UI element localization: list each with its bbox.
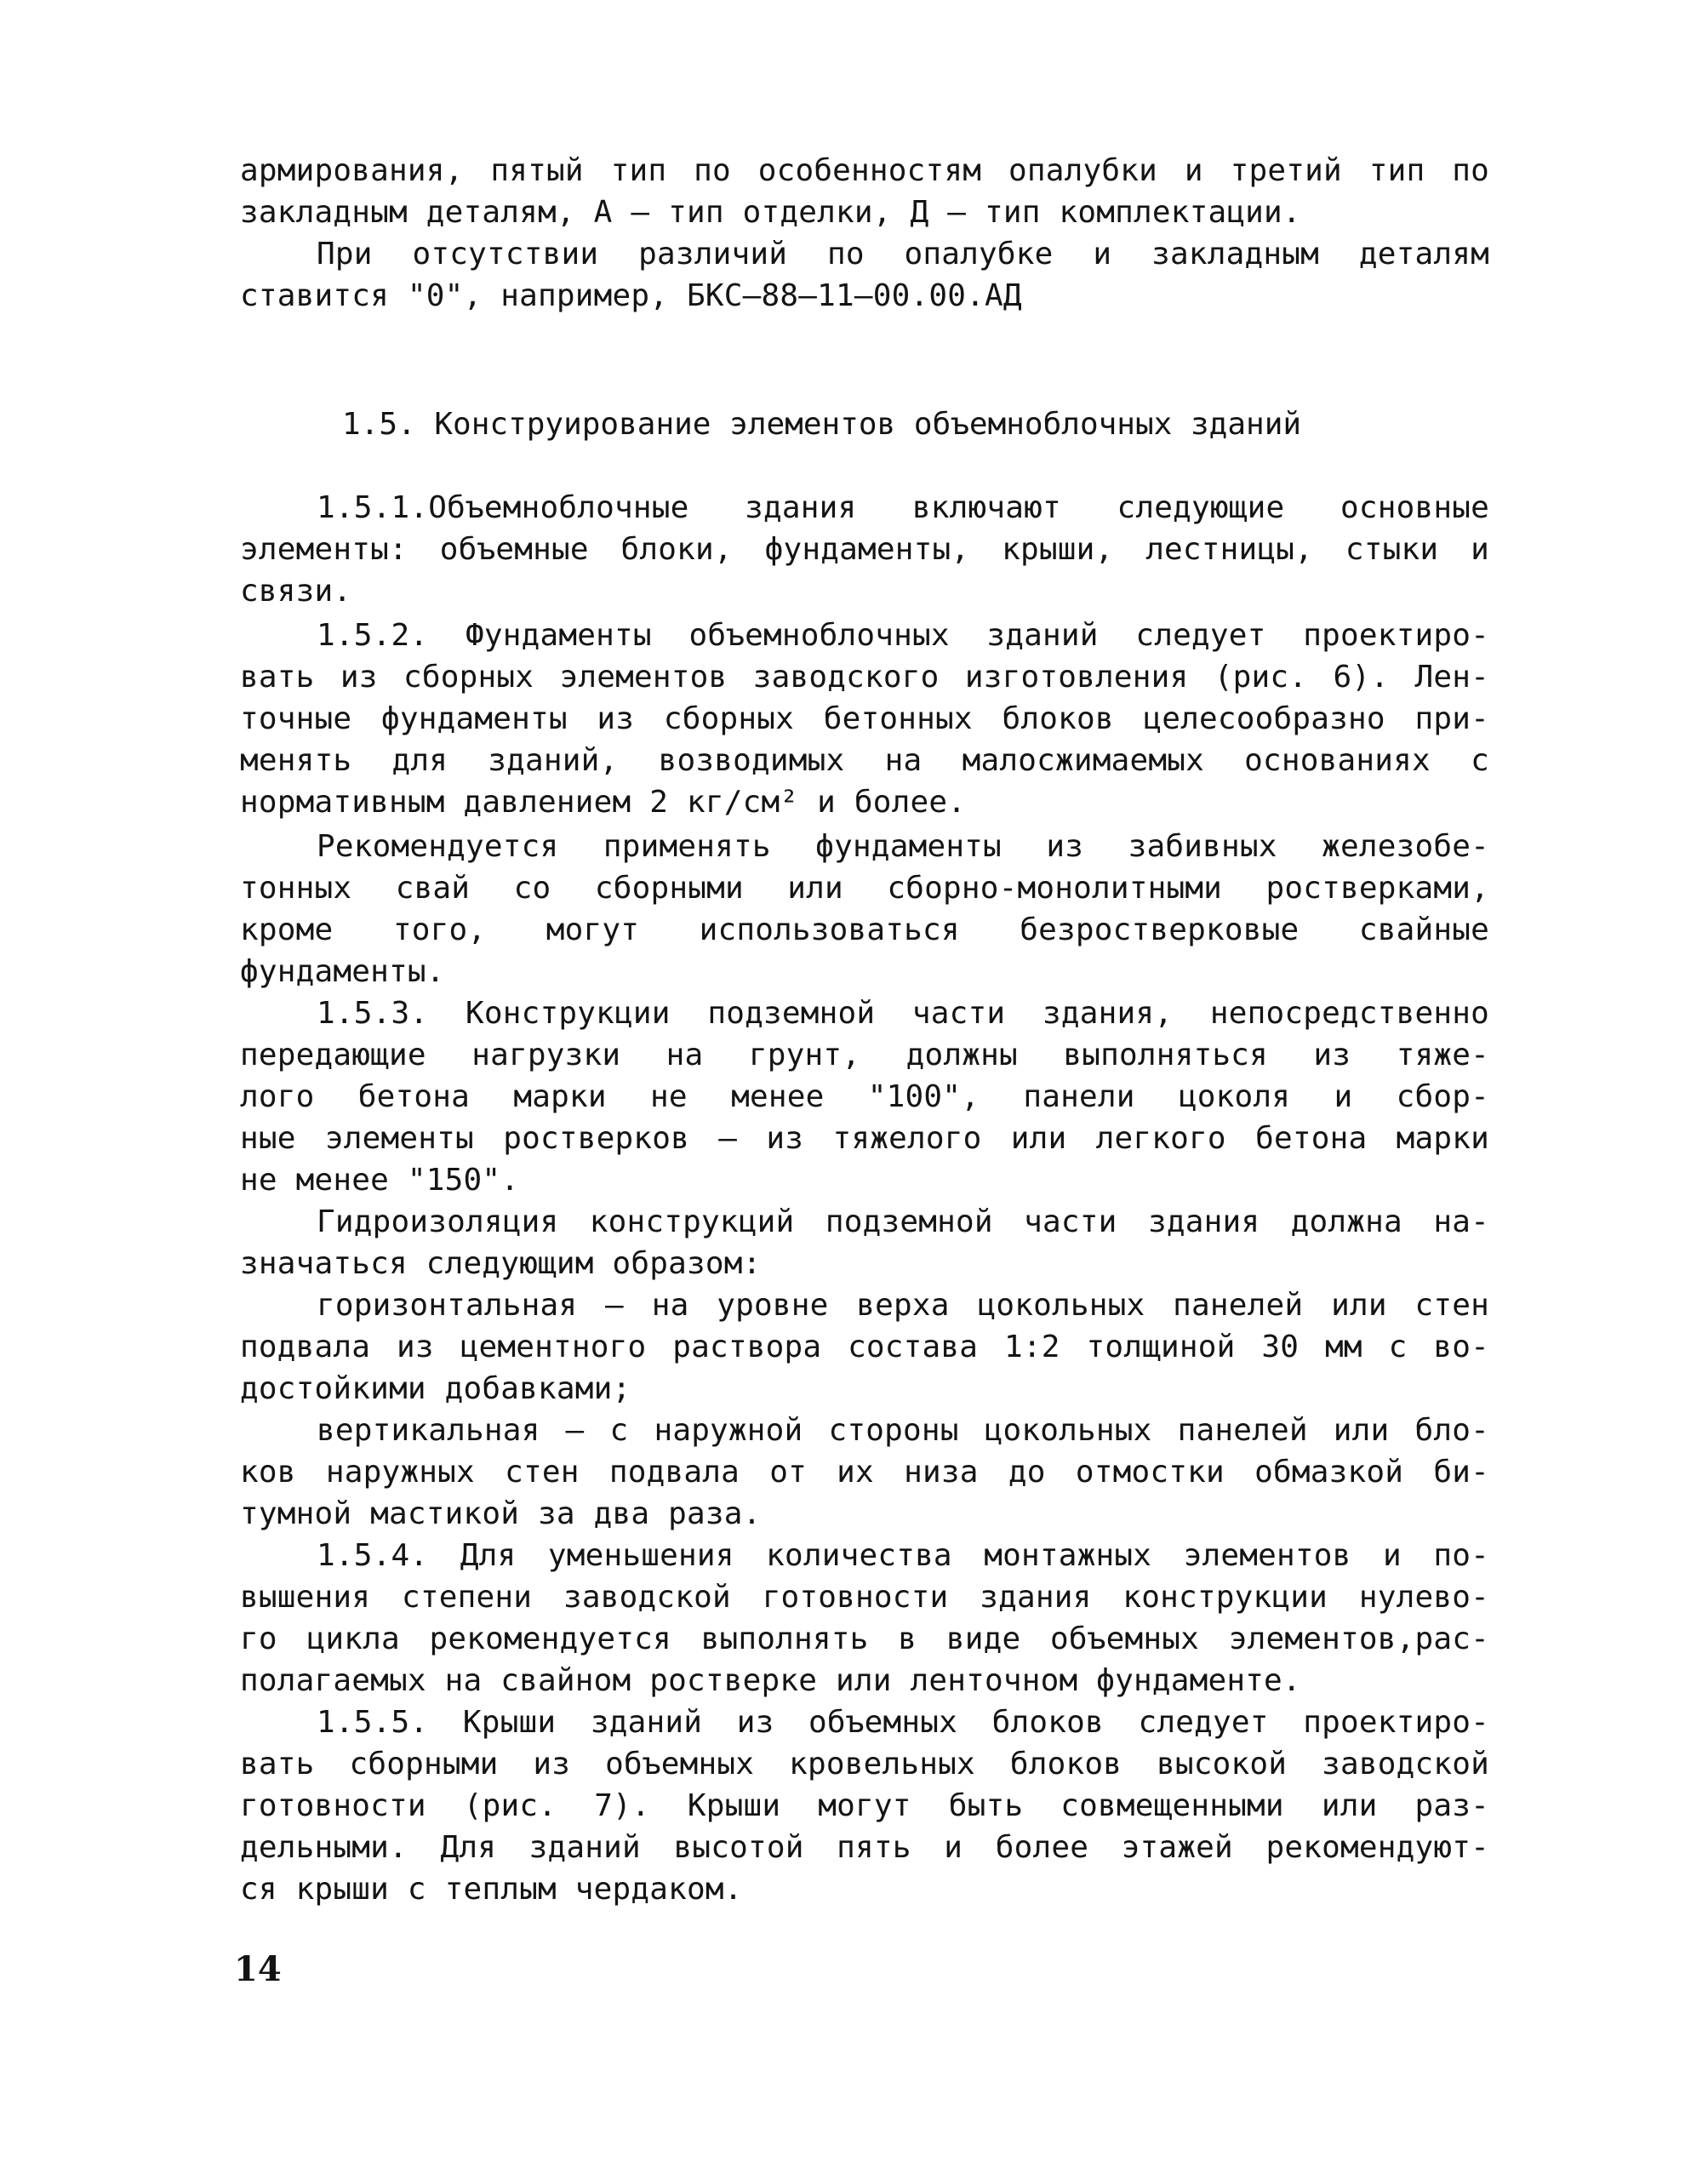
text-line: фундаменты.: [240, 954, 445, 989]
text-line: достойкими добавками;: [240, 1371, 631, 1406]
text-line: вышения степени заводской готовности здания конструкции нулево-: [240, 1580, 1489, 1615]
text-line: тумной мастикой за два раза.: [240, 1496, 762, 1531]
text-line: закладным деталям, А – тип отделки, Д – тип комплектации.: [240, 195, 1301, 230]
text-line: менять для зданий, возводимых на малосжимаемых основаниях с: [240, 743, 1489, 778]
text-line: вертикальная – с наружной стороны цокольных панелей или бло-: [317, 1413, 1489, 1448]
text-line: связи.: [240, 574, 352, 609]
section-heading: 1.5. Конструирование элементов объемноблочных зданий: [342, 407, 1302, 442]
text-line: передающие нагрузки на грунт, должны выполняться из тяже-: [240, 1038, 1489, 1072]
text-line: 1.5.5. Крыши зданий из объемных блоков следует проектиро-: [317, 1705, 1489, 1740]
text-line: не менее "150".: [240, 1163, 520, 1198]
text-line: ные элементы ростверков – из тяжелого или легкого бетона марки: [240, 1121, 1489, 1156]
text-line: вать из сборных элементов заводского изготовления (рис. 6). Лен-: [240, 660, 1489, 695]
text-line: Рекомендуется применять фундаменты из забивных железобе-: [317, 829, 1489, 864]
text-line: горизонтальная – на уровне верха цокольных панелей или стен: [317, 1288, 1489, 1323]
text-line: При отсутствии различий по опалубке и закладным деталям: [317, 237, 1489, 272]
text-line: ков наружных стен подвала от их низа до отмостки обмазкой би-: [240, 1455, 1489, 1490]
text-line: значаться следующим образом:: [240, 1246, 762, 1281]
text-line: тонных свай со сборными или сборно-монолитными ростверками,: [240, 871, 1489, 906]
text-line: подвала из цементного раствора состава 1:2 толщиной 30 мм с во-: [240, 1330, 1489, 1364]
text-line: готовности (рис. 7). Крыши могут быть совмещенными или раз-: [240, 1788, 1489, 1823]
text-line: ставится "0", например, БКС–88–11–00.00.АД: [240, 278, 1022, 313]
text-line: лого бетона марки не менее "100", панели цоколя и сбор-: [240, 1079, 1489, 1114]
text-line: полагаемых на свайном ростверке или ленточном фундаменте.: [240, 1663, 1301, 1698]
text-line: го цикла рекомендуется выполнять в виде объемных элементов,рас-: [240, 1622, 1489, 1656]
text-line: 1.5.2. Фундаменты объемноблочных зданий следует проектиро-: [317, 618, 1489, 653]
page-number: 14: [234, 1949, 282, 1989]
text-line: 1.5.3. Конструкции подземной части здания, непосредственно: [317, 996, 1489, 1031]
text-line: точные фундаменты из сборных бетонных блоков целесообразно при-: [240, 701, 1489, 736]
text-line: ся крыши с теплым чердаком.: [240, 1872, 743, 1907]
text-line: 1.5.4. Для уменьшения количества монтажных элементов и по-: [317, 1538, 1489, 1573]
text-line: кроме того, могут использоваться безростверковые свайные: [240, 912, 1489, 947]
text-line: армирования, пятый тип по особенностям опалубки и третий тип по: [240, 153, 1489, 188]
text-line: вать сборными из объемных кровельных блоков высокой заводской: [240, 1747, 1489, 1782]
text-line: элементы: объемные блоки, фундаменты, крыши, лестницы, стыки и: [240, 532, 1489, 567]
text-line: 1.5.1.Объемноблочные здания включают следующие основные: [317, 490, 1489, 525]
text-line: Гидроизоляция конструкций подземной части здания должна на-: [317, 1204, 1489, 1239]
text-line: дельными. Для зданий высотой пять и более этажей рекомендуют-: [240, 1830, 1489, 1865]
text-line: нормативным давлением 2 кг/см² и более.: [240, 785, 967, 820]
